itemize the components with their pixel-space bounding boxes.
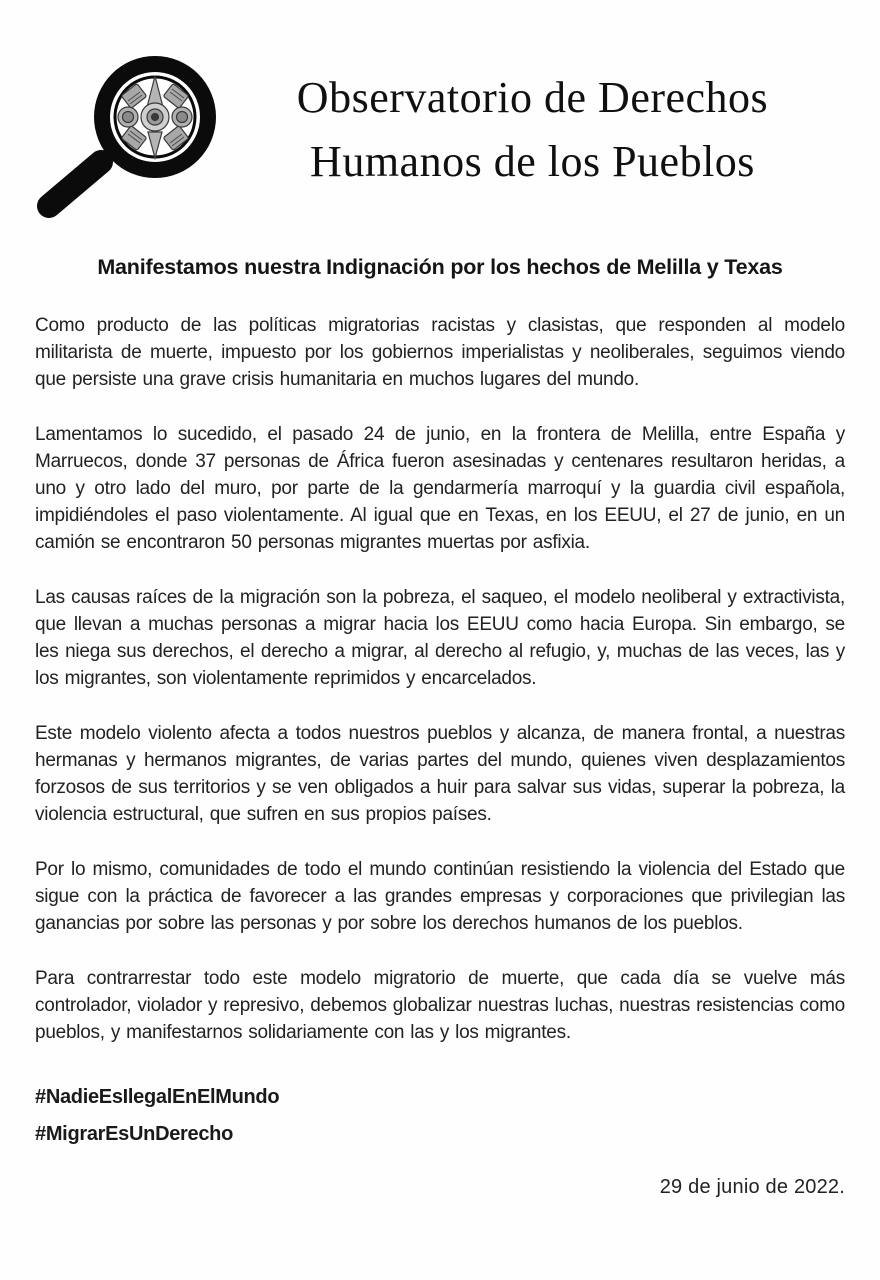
org-name-line1: Observatorio de Derechos	[296, 73, 769, 122]
paragraph-2: Lamentamos lo sucedido, el pasado 24 de junio, en la frontera de Melilla, entre España y Marruecos, donde 37 personas de África fueron asesinadas y centenares resultaron heridas, a uno y otro lado del muro, por parte de la gendarmería marroquí y la guardia civil española, impidiéndoles el paso violentamente. Al igual que en Texas, en los EEUU, el 27 de junio, en un camión se encontraron 50 personas migrantes muertas por asfixia.	[35, 424, 845, 553]
paragraph-4: Este modelo violento afecta a todos nuestros pueblos y alcanza, de manera frontal, a nuestras hermanas y hermanos migrantes, de varias partes del mundo, quienes viven desplazamientos forzosos de sus territorios y se ven obligados a huir para salvar sus vidas, superar la pobreza, la violencia estructural, que sufren en sus propios países.	[35, 723, 845, 825]
paragraph-5: Por lo mismo, comunidades de todo el mundo continúan resistiendo la violencia del Estado que sigue con la práctica de favorecer a las grandes empresas y corporaciones que privilegian las ganancias por sobre las personas y por sobre los derechos humanos de los pueblos.	[35, 859, 845, 934]
statement-headline: Manifestamos nuestra Indignación por los hechos de Melilla y Texas	[97, 255, 783, 279]
organization-name	[220, 50, 845, 194]
hashtag-migrar-es-un-derecho: #MigrarEsUnDerecho	[35, 1123, 233, 1145]
letterhead	[35, 50, 845, 225]
magnifying-glass-logo-icon	[35, 50, 220, 222]
hashtag-block	[35, 1086, 845, 1146]
logo-svg	[35, 50, 220, 222]
statement-body	[35, 312, 845, 1046]
document-date: 29 de junio de 2022.	[659, 1176, 845, 1198]
paragraph-3: Las causas raíces de la migración son la pobreza, el saqueo, el modelo neoliberal y extractivista, que llevan a muchas personas a migrar hacia los EEUU como hacia Europa. Sin embargo, se les niega sus derechos, el derecho a migrar, al derecho al refugio, y, muchas de las veces, las y los migrantes, son violentamente reprimidos y encarcelados.	[35, 587, 845, 689]
paragraph-6: Para contrarrestar todo este modelo migratorio de muerte, que cada día se vuelve más controlador, violador y represivo, debemos globalizar nuestras luchas, nuestras resistencias como pueblos, y manifestarnos solidariamente con las y los migrantes.	[35, 968, 845, 1043]
hashtag-nadie-es-ilegal: #NadieEsIlegalEnElMundo	[35, 1086, 280, 1108]
org-name-line2: Humanos de los Pueblos	[310, 137, 755, 186]
paragraph-1: Como producto de las políticas migratorias racistas y clasistas, que responden al modelo militarista de muerte, impuesto por los gobiernos imperialistas y neoliberales, seguimos viendo que persiste una grave crisis humanitaria en muchos lugares del mundo.	[35, 315, 845, 390]
